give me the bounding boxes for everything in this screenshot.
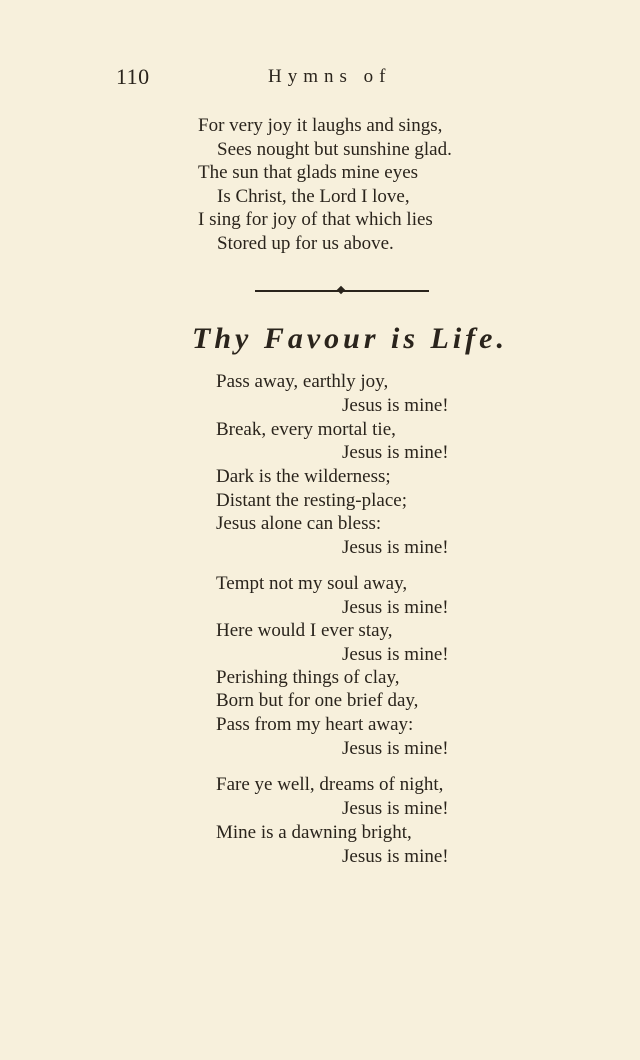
verse-line: Pass away, earthly joy, bbox=[216, 371, 389, 392]
refrain-line: Jesus is mine! bbox=[342, 738, 449, 759]
divider-ornament bbox=[337, 286, 345, 294]
verse-line: Jesus alone can bless: bbox=[216, 513, 382, 534]
verse-line: Perishing things of clay, bbox=[216, 667, 400, 688]
verse-line: The sun that glads mine eyes bbox=[198, 162, 419, 183]
page-number: 110 bbox=[116, 64, 150, 89]
verse-line: Stored up for us above. bbox=[217, 233, 394, 254]
refrain-line: Jesus is mine! bbox=[342, 395, 449, 416]
verse-line: Break, every mortal tie, bbox=[216, 419, 396, 440]
verse-line: Pass from my heart away: bbox=[216, 714, 414, 735]
refrain-line: Jesus is mine! bbox=[342, 537, 449, 558]
verse-line: Here would I ever stay, bbox=[216, 620, 393, 641]
page-header bbox=[0, 64, 640, 94]
running-title: Hymns of bbox=[268, 66, 392, 87]
verse-line: Born but for one brief day, bbox=[216, 690, 419, 711]
verse-line: Sees nought but sunshine glad. bbox=[217, 139, 452, 160]
verse-line: Distant the resting-place; bbox=[216, 490, 407, 511]
refrain-line: Jesus is mine! bbox=[342, 798, 449, 819]
hymn-title: Thy Favour is Life. bbox=[192, 322, 508, 355]
verse-line: Mine is a dawning bright, bbox=[216, 822, 412, 843]
refrain-line: Jesus is mine! bbox=[342, 644, 449, 665]
verse-line: Fare ye well, dreams of night, bbox=[216, 774, 444, 795]
refrain-line: Jesus is mine! bbox=[342, 442, 449, 463]
verse-line: Is Christ, the Lord I love, bbox=[217, 186, 410, 207]
refrain-line: Jesus is mine! bbox=[342, 846, 449, 867]
verse-line: Tempt not my soul away, bbox=[216, 573, 408, 594]
refrain-line: Jesus is mine! bbox=[342, 597, 449, 618]
verse-line: I sing for joy of that which lies bbox=[198, 209, 433, 230]
verse-line: Dark is the wilderness; bbox=[216, 466, 391, 487]
verse-line: For very joy it laughs and sings, bbox=[198, 115, 443, 136]
